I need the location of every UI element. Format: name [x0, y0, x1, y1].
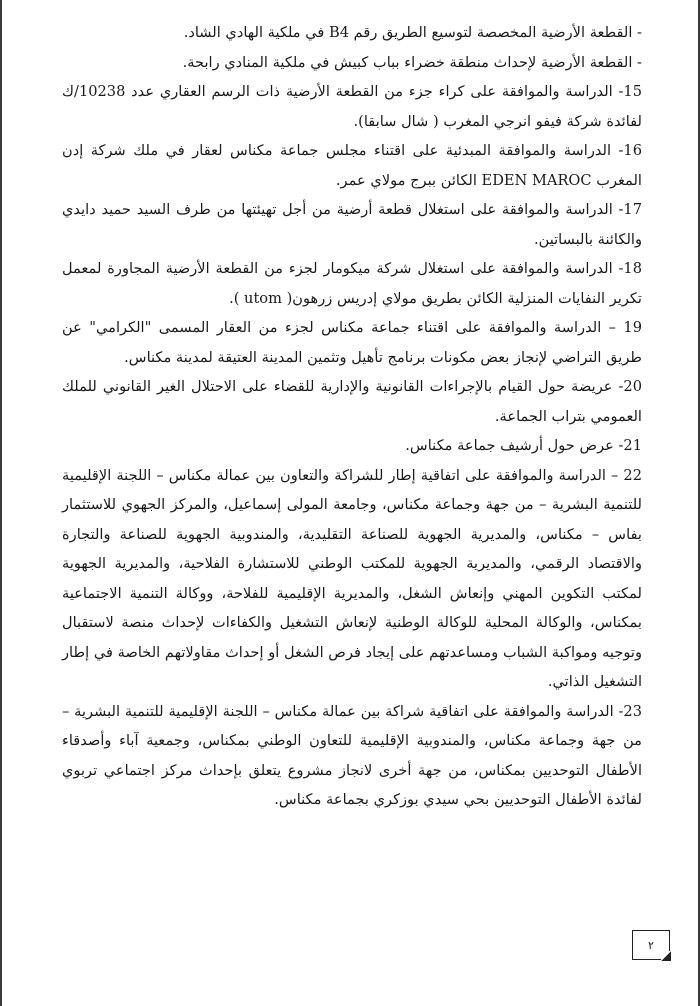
paragraph-item-23: 23- الدراسة والموافقة على اتفاقية شراكة بين عمالة مكناس – اللجنة الإقليمية للتنمية البشرية – من جهة وجماعة مكناس، والمندوبية الإقليمية للتعاون الوطني بمكناس، وجمعية آباء وأصدقاء الأطفال التوحديين بمكناس، من جهة أخرى لانجاز مشروع يتعلق بإحداث مركز اجتماعي تربوي لفائدة الأطفال التوحديين بحي سيدي بوزكري بجماعة مكناس. [62, 702, 642, 808]
document-body [62, 18, 642, 815]
paragraph-item-19: 19 – الدراسة والموافقة على اقتناء جماعة مكناس لجزء من العقار المسمى "الكرامي" عن طريق التراضي لإنجاز بعض مكونات برنامج تأهيل وتثمين المدينة العتيقة لمدينة مكناس. [62, 319, 642, 366]
paragraph-green-zone: - القطعة الأرضية لإحداث منطقة خضراء بباب كبيش في ملكية المنادي رابحة. [182, 53, 642, 71]
paragraph-item-16: 16- الدراسة والموافقة المبدئية على اقتناء مجلس جماعة مكناس لعقار في ملك شركة إدن المغرب EDEN MAROC الكائن ببرج مولاي عمر. [62, 142, 642, 189]
paragraph-item-21: 21- عرض حول أرشيف جماعة مكناس. [405, 437, 642, 454]
page-left-border [0, 0, 2, 1006]
paragraph-item-15: 15- الدراسة والموافقة على كراء جزء من القطعة الأرضية ذات الرسم العقاري عدد 10238/ك لفائدة شركة فيفو انرجي المغرب ( شال سابقا). [62, 83, 642, 130]
paragraph-item-18: 18- الدراسة والموافقة على استغلال شركة ميكومار لجزء من القطعة الأرضية المجاورة لمعمل تكرير النفايات المنزلية الكائن بطريق مولاي إدريس زرهون( utom ). [62, 260, 642, 307]
page-number-box [632, 930, 670, 960]
paragraph-item-20: 20- عريضة حول القيام بالإجراءات القانونية والإدارية للقضاء على الاحتلال الغير القانوني للملك العمومي بتراب الجماعة. [62, 378, 642, 425]
paragraph-item-22: 22 – الدراسة والموافقة على اتفاقية إطار للشراكة والتعاون بين عمالة مكناس – اللجنة الإقليمية للتنمية البشرية – من جهة وجماعة مكناس، وجامعة المولى إسماعيل، والمركز الجهوي للاستثمار بفاس – مكناس، والمديرية الجهوية للصناعة التقليدية، والمندوبية الجهوية للصناعة والتجارة والاقتصاد الرقمي، والمديرية الجهوية للمكتب الوطني للاستشارة الفلاحية، والمديرية الجهوية لمكتب التكوين المهني وإنعاش الشغل، والمديرية الإقليمية للفلاحة، ووكالة التنمية الاجتماعية بمكناس، والوكالة المحلية للوكالة الوطنية لإنعاش التشغيل والكفاءات لإحداث منصة لاستقبال وتوجيه ومواكبة الشباب ومساعدتهم على إيجاد فرص الشغل أو إحداث مقاولاتهم الخاصة في إطار التشغيل الذاتي. [62, 466, 642, 690]
page-number: ٢ [648, 939, 654, 952]
paragraph-road-b4: - القطعة الأرضية المخصصة لتوسيع الطريق رقم B4 في ملكية الهادي الشاد. [183, 24, 642, 41]
paragraph-item-17: 17- الدراسة والموافقة على استغلال قطعة أرضية من أجل تهيئتها من طرف السيد حميد دايدي والكائنة بالبساتين. [62, 201, 642, 248]
page-fold-icon [661, 951, 671, 961]
